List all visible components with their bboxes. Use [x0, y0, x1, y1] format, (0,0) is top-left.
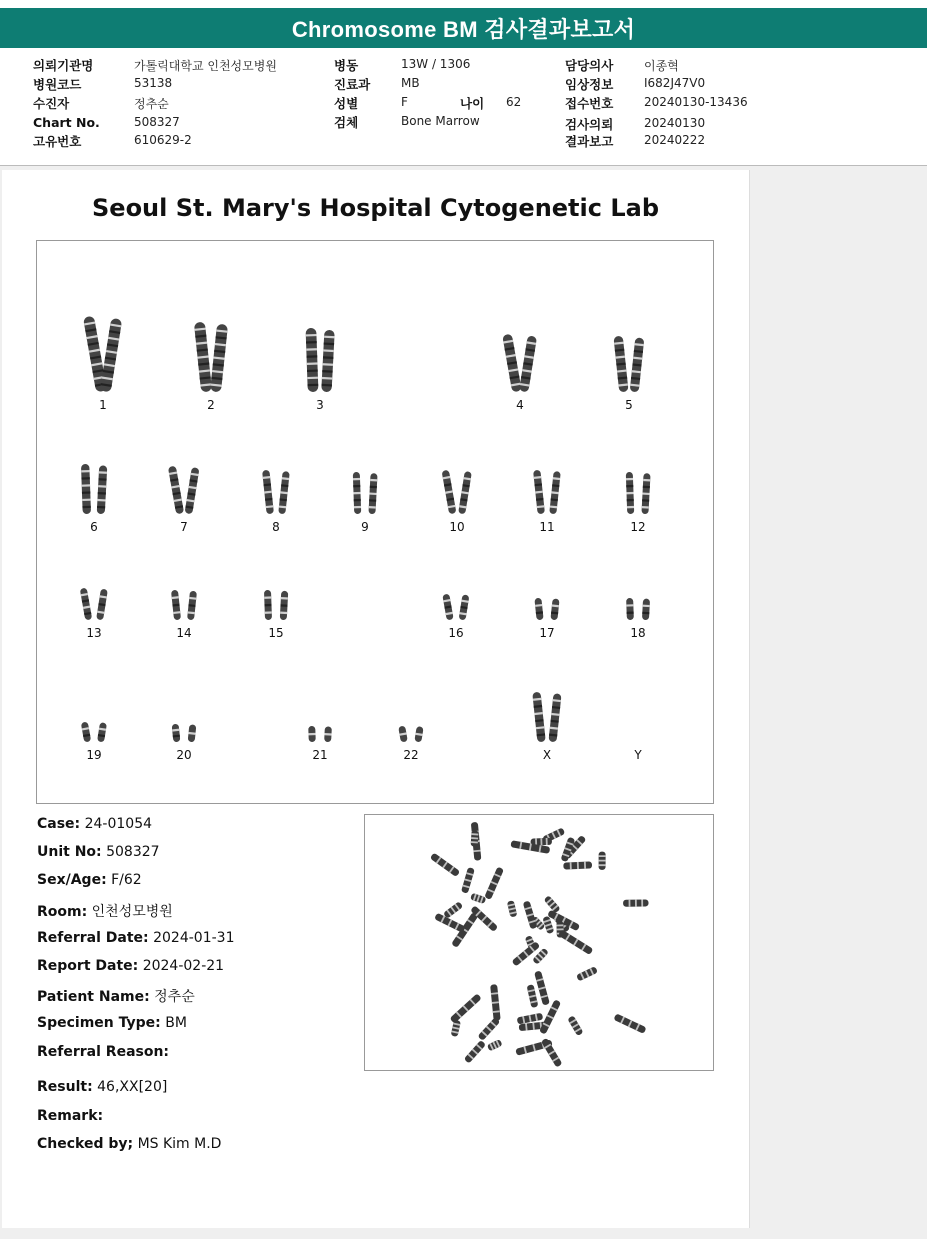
chromosome-11-a	[533, 470, 545, 515]
metaphase-chromosome	[567, 1015, 583, 1036]
chromosome-9-b	[368, 473, 377, 514]
info-value: Bone Marrow	[401, 114, 480, 128]
info-value: I682J47V0	[644, 76, 706, 90]
chromosome-18-a	[626, 598, 634, 620]
detail-row	[37, 930, 234, 946]
detail-value: 정추순	[154, 989, 195, 1005]
chromosome-X-a	[532, 692, 546, 743]
info-value: MB	[401, 76, 420, 90]
info-label: 임상정보	[565, 77, 614, 92]
info-label: 의뢰기관명	[33, 58, 94, 73]
detail-row	[37, 986, 195, 1006]
chromosome-label: 19	[86, 748, 102, 762]
chromosome-label: X	[542, 748, 552, 762]
metaphase-chromosome	[451, 1020, 461, 1037]
info-label: 병동	[334, 58, 359, 73]
detail-row	[37, 1136, 221, 1152]
info-value: F	[401, 95, 408, 109]
info-label: 결과보고	[565, 134, 614, 149]
detail-row	[37, 901, 173, 921]
chromosome-8-a	[262, 470, 274, 515]
karyotype-report	[2, 170, 750, 1228]
metaphase-chromosome	[471, 830, 479, 847]
detail-label: Sex/Age:	[37, 872, 107, 888]
chromosome-10-b	[458, 471, 472, 514]
detail-value: 인천성모병원	[91, 904, 173, 920]
chromosome-9-a	[353, 472, 361, 514]
detail-label: Patient Name:	[37, 989, 150, 1005]
metaphase-chromosome	[443, 901, 463, 919]
chromosome-label: 8	[272, 520, 280, 534]
detail-label: Unit No:	[37, 844, 102, 860]
metaphase-chromosome	[563, 861, 592, 869]
detail-value: 2024-01-31	[153, 930, 235, 946]
metaphase-chromosome	[470, 893, 486, 904]
chromosome-4-a	[502, 334, 522, 393]
chromosome-label: 15	[268, 626, 284, 640]
chromosome-1-b	[100, 318, 122, 393]
chromosome-label: 10	[449, 520, 465, 534]
info-label: 고유번호	[33, 134, 82, 149]
info-label: 병원코드	[33, 77, 82, 92]
chromosome-7-a	[168, 466, 184, 515]
chromosome-12-a	[626, 472, 634, 514]
metaphase-chromosome	[523, 900, 538, 929]
chromosome-6-a	[81, 464, 91, 514]
chromosome-label: 5	[625, 398, 633, 412]
detail-row	[37, 1108, 103, 1124]
info-value: 62	[506, 95, 522, 109]
chromosome-5-a	[613, 336, 628, 393]
detail-row	[37, 1015, 187, 1031]
chromosome-label: 3	[316, 398, 324, 412]
metaphase-chromosome	[599, 852, 606, 870]
info-label: 검체	[334, 115, 359, 130]
chromosome-10-a	[442, 470, 457, 515]
patient-info-panel	[0, 48, 927, 166]
chromosome-11-b	[549, 471, 561, 514]
chromosome-3-b	[321, 330, 335, 393]
detail-label: Remark:	[37, 1108, 104, 1124]
chromosome-17-b	[550, 598, 559, 620]
chromosome-label: 12	[630, 520, 646, 534]
info-value: 53138	[134, 76, 173, 90]
chromosome-label: 7	[180, 520, 188, 534]
metaphase-chromosome	[484, 867, 504, 900]
chromosome-label: 17	[539, 626, 555, 640]
metaphase-image	[365, 815, 713, 1070]
chromosome-label: 16	[448, 626, 464, 640]
detail-value: 2024-02-21	[142, 958, 225, 974]
lab-title: Seoul St. Mary's Hospital Cytogenetic Lab	[92, 194, 659, 222]
metaphase-chromosome	[450, 993, 482, 1023]
chromosome-16-b	[459, 594, 470, 620]
detail-label: Room:	[37, 904, 88, 920]
karyogram	[36, 240, 714, 804]
metaphase-spread	[364, 814, 714, 1071]
metaphase-chromosome	[430, 853, 460, 878]
chromosome-12-b	[641, 473, 650, 514]
chromosome-X-b	[548, 693, 561, 742]
chromosome-8-b	[278, 471, 290, 514]
info-label: 접수번호	[565, 96, 614, 111]
karyogram-image	[37, 241, 713, 803]
info-value: 20240130-13436	[644, 95, 748, 109]
chromosome-15-a	[264, 590, 272, 620]
detail-label: Specimen Type:	[37, 1015, 161, 1031]
info-label: Chart No.	[33, 115, 100, 130]
chromosome-18-b	[642, 598, 650, 620]
chromosome-2-b	[210, 324, 228, 393]
metaphase-chromosome	[527, 984, 539, 1008]
detail-label: Referral Date:	[37, 930, 149, 946]
chromosome-label: 21	[312, 748, 328, 762]
info-value: 20240130	[644, 116, 706, 130]
chromosome-13-b	[96, 589, 108, 621]
chromosome-21-a	[308, 726, 316, 742]
info-label: 진료과	[334, 77, 371, 92]
metaphase-chromosome	[623, 899, 648, 906]
chromosome-13-a	[80, 588, 92, 621]
metaphase-chromosome	[487, 1039, 503, 1051]
info-label: 담당의사	[565, 58, 614, 73]
detail-value: MS Kim M.D	[137, 1136, 222, 1152]
detail-row	[37, 1044, 169, 1060]
chromosome-5-b	[630, 337, 645, 392]
metaphase-chromosome	[576, 966, 598, 981]
detail-label: Result:	[37, 1079, 93, 1095]
chromosome-label: 13	[86, 626, 102, 640]
chromosome-14-a	[171, 590, 181, 621]
metaphase-chromosome	[558, 929, 594, 955]
chromosome-22-b	[414, 726, 423, 742]
info-label: 나이	[460, 96, 485, 111]
chromosome-label: 14	[176, 626, 192, 640]
info-label: 수진자	[33, 96, 70, 111]
detail-label: Report Date:	[37, 958, 139, 974]
detail-row	[37, 1079, 167, 1095]
info-label: 성별	[334, 96, 359, 111]
info-value: 20240222	[644, 133, 706, 147]
info-value: 610629-2	[134, 133, 192, 147]
chromosome-7-b	[185, 467, 200, 514]
chromosome-2-a	[194, 322, 212, 393]
chromosome-19-a	[81, 722, 91, 743]
chromosome-label: Y	[634, 748, 642, 762]
chromosome-21-b	[324, 726, 332, 742]
metaphase-chromosome	[451, 912, 478, 948]
chromosome-label: 20	[176, 748, 192, 762]
info-value: 가톨릭대학교 인천성모병원	[134, 59, 277, 73]
chromosome-label: 9	[361, 520, 369, 534]
info-value: 정추순	[134, 97, 169, 111]
detail-value: 508327	[106, 844, 160, 860]
chromosome-17-a	[534, 598, 543, 621]
chromosome-4-b	[519, 335, 537, 392]
detail-value: 24-01054	[84, 816, 153, 832]
detail-value: F/62	[111, 872, 142, 888]
detail-label: Referral Reason:	[37, 1044, 170, 1060]
top-strip	[0, 0, 927, 8]
chromosome-15-b	[280, 591, 289, 620]
report-title: Chromosome BM 검사결과보고서	[0, 8, 927, 48]
chromosome-label: 4	[516, 398, 524, 412]
detail-row	[37, 816, 152, 832]
chromosome-22-a	[398, 726, 408, 743]
detail-label: Case:	[37, 816, 81, 832]
chromosome-16-a	[442, 594, 453, 621]
info-value: 13W / 1306	[401, 57, 471, 71]
chromosome-3-a	[306, 328, 319, 392]
detail-value: BM	[165, 1015, 187, 1031]
info-value: 이종혁	[644, 59, 679, 73]
chromosome-label: 11	[539, 520, 555, 534]
metaphase-chromosome	[490, 984, 501, 1021]
detail-row	[37, 958, 224, 974]
metaphase-chromosome	[507, 900, 518, 917]
chromosome-20-a	[172, 724, 181, 743]
info-value: 508327	[134, 115, 180, 129]
metaphase-chromosome	[464, 1040, 486, 1064]
detail-label: Checked by;	[37, 1136, 134, 1152]
chromosome-14-b	[187, 591, 197, 621]
chromosome-label: 22	[403, 748, 419, 762]
chromosome-label: 1	[99, 398, 107, 412]
detail-row	[37, 872, 142, 888]
chromosome-label: 2	[207, 398, 215, 412]
info-label: 검사의뢰	[565, 117, 614, 132]
chromosome-label: 6	[90, 520, 98, 534]
chromosome-label: 18	[630, 626, 646, 640]
metaphase-chromosome	[613, 1013, 646, 1034]
chromosome-20-b	[188, 724, 197, 742]
chromosome-6-b	[97, 465, 108, 514]
detail-row	[37, 844, 160, 860]
detail-value: 46,XX[20]	[97, 1079, 168, 1095]
chromosome-19-b	[97, 722, 107, 742]
metaphase-chromosome	[461, 867, 475, 894]
